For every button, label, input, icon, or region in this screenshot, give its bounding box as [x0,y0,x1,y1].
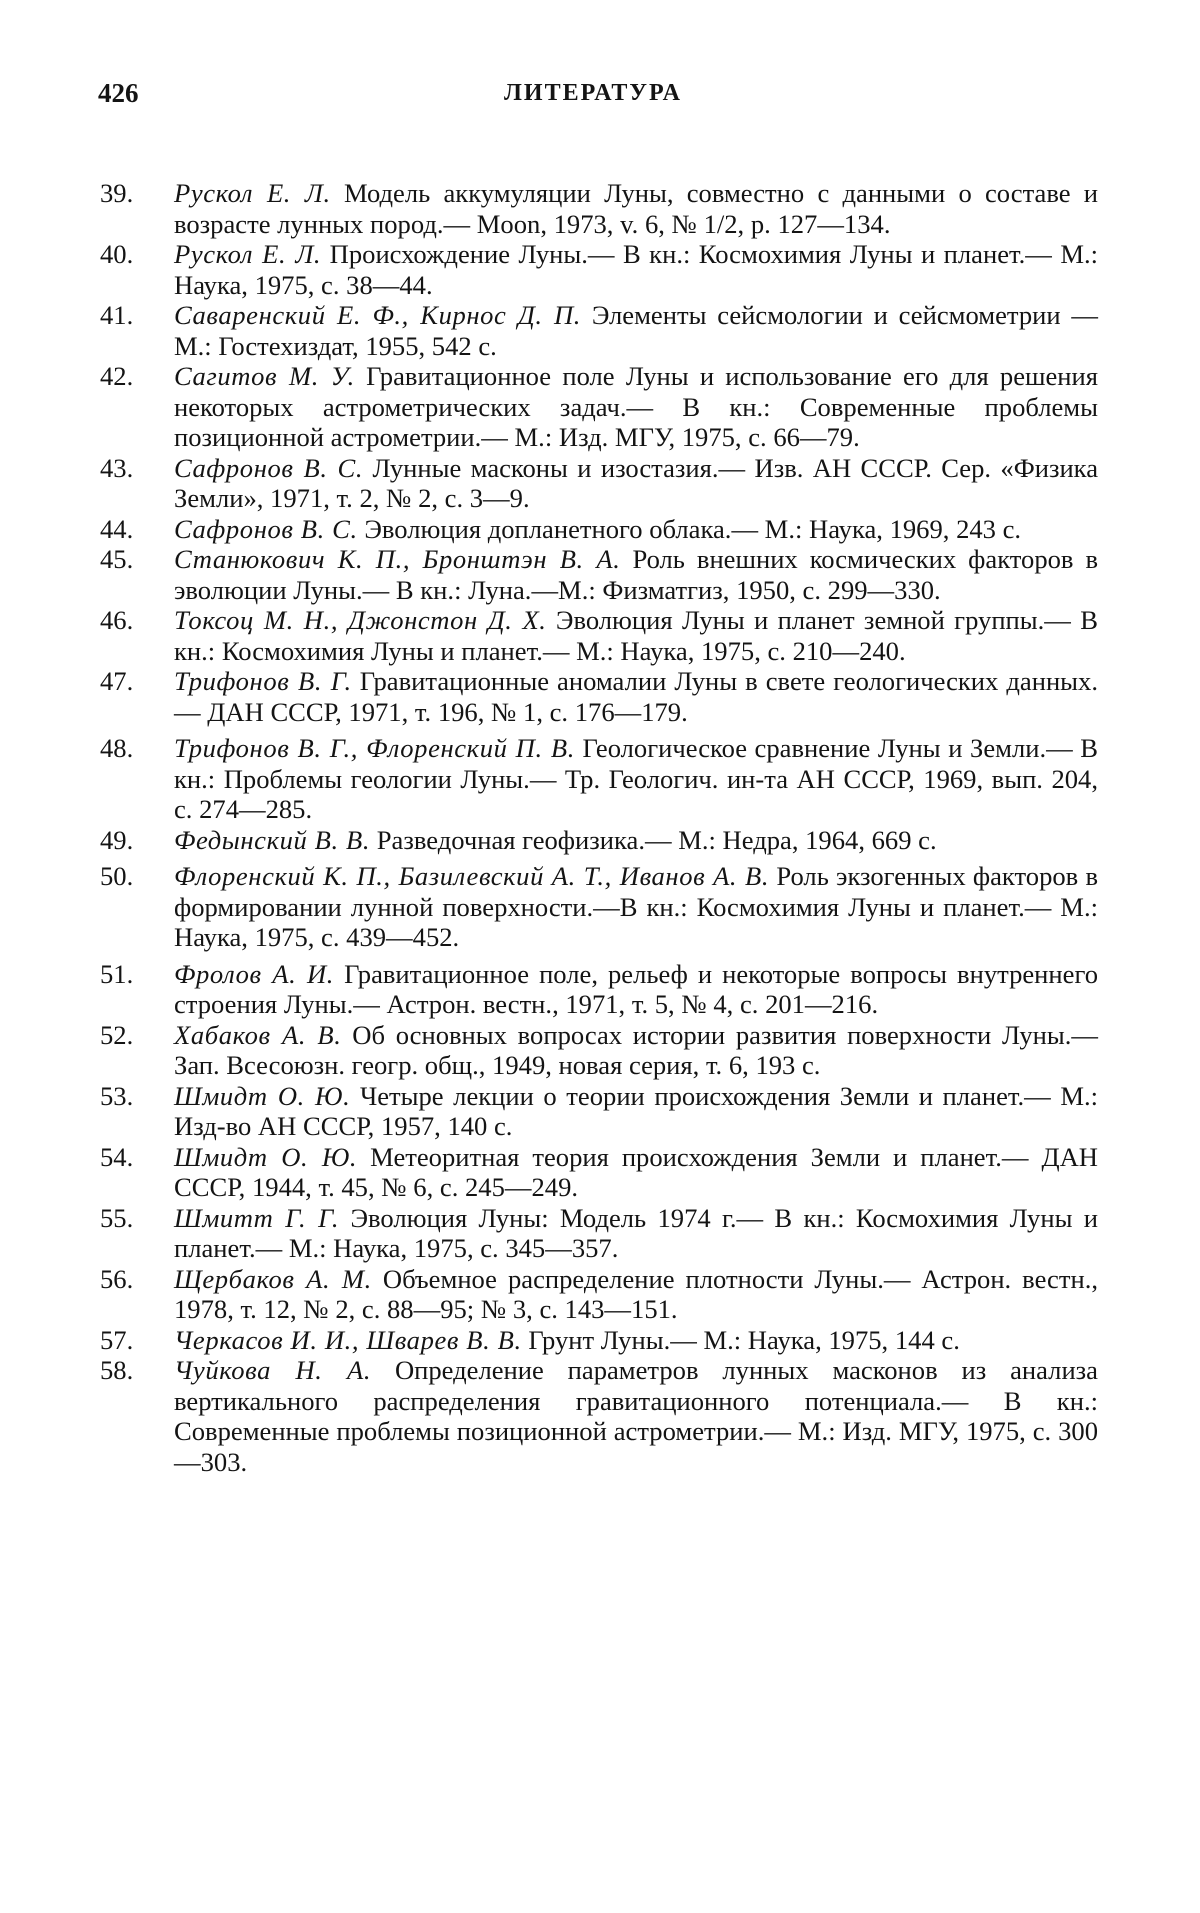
reference-text: Модель аккумуляции Луны, совместно с данными о составе и возрасте лунных пород.— Moon, 1973, v. 6, № 1/2, p. 127—134. [174,178,1098,239]
reference-authors: Фролов А. И. [174,958,335,989]
reference-text: Гравитационное поле, рельеф и некоторые вопросы внутреннего строения Луны.— Астрон. вестн., 1971, т. 5, № 4, с. 201—216. [174,958,1098,1019]
reference-text: Эволюция Луны: Модель 1974 г.— В кн.: Космохимия Луны и планет.— М.: Наука, 1975, с. 345—357. [174,1202,1098,1263]
reference-text: Лунные масконы и изостазия.— Изв. АН СССР. Сер. «Физика Земли», 1971, т. 2, № 2, с. 3—9. [174,452,1099,513]
reference-number: 53. [100,1080,134,1111]
reference-number: 55. [100,1202,134,1233]
reference-number: 39. [100,178,134,208]
reference-item [100,959,1098,1020]
reference-item [100,1081,1098,1142]
reference-item [100,1142,1098,1203]
reference-authors: Трифонов В. Г. [174,666,352,696]
reference-item [100,1020,1098,1081]
reference-item [100,1355,1098,1477]
reference-authors: Шмидт О. Ю. [174,1080,351,1111]
reference-text: Элементы сейсмологии и сейсмометрии — М.: Гостехиздат, 1955, 542 с. [174,300,1098,361]
reference-item [100,825,1098,856]
reference-number: 47. [100,666,134,696]
reference-authors: Сафронов В. С. [174,452,364,483]
reference-text: Гравитационное поле Луны и использование его для решения некоторых астрометрических задач.— В кн.: Современные проблемы позиционной астрометрии.— М.: Изд. МГУ, 1975, с. 66—79. [174,361,1098,452]
reference-item [100,861,1098,953]
reference-item [100,1325,1098,1356]
reference-list [100,178,1098,1477]
reference-item [100,453,1098,514]
reference-text: Эволюция допланетного облака.— М.: Наука, 1969, 243 с. [364,513,1022,544]
reference-item [100,361,1098,453]
reference-number: 56. [100,1263,134,1294]
reference-number: 52. [100,1019,134,1050]
reference-text: Геологическое сравнение Луны и Земли.— В кн.: Проблемы геологии Луны.— Тр. Геологич. ин-та АН СССР, 1969, вып. 204, с. 274—285. [174,733,1098,824]
reference-number: 51. [100,958,134,989]
reference-authors: Токсоц М. Н., Джонстон Д. Х. [174,605,547,635]
reference-text: Об основных вопросах истории развития поверхности Луны.— Зап. Всесоюзн. геогр. общ., 1949, новая серия, т. 6, 193 с. [174,1019,1098,1080]
reference-text: Гравитационные аномалии Луны в свете геологических данных.— ДАН СССР, 1971, т. 196, № 1, с. 176—179. [174,666,1098,727]
reference-text: Определение параметров лунных масконов из анализа вертикального распределения гравитационного потенциала.— В кн.: Современные проблемы позиционной астрометрии.— М.: Изд. МГУ, 1975, с. 300—303. [174,1355,1098,1477]
reference-number: 40. [100,239,134,269]
reference-number: 41. [100,300,134,330]
reference-authors: Саваренский Е. Ф., Кирнос Д. П. [174,300,582,330]
reference-text: Объемное распределение плотности Луны.— Астрон. вестн., 1978, т. 12, № 2, с. 88—95; № 3, с. 143—151. [174,1263,1099,1324]
reference-authors: Рускол Е. Л. [174,178,331,208]
reference-item [100,1264,1098,1325]
reference-authors: Станюкович К. П., Бронштэн В. А. [174,544,621,574]
reference-item [100,544,1098,605]
reference-text: Метеоритная теория происхождения Земли и планет.— ДАН СССР, 1944, т. 45, № 6, с. 245—249. [174,1141,1098,1202]
page-header [98,78,1088,114]
reference-text: Разведочная геофизика.— М.: Недра, 1964, 669 с. [376,824,937,855]
reference-text: Роль внешних космических факторов в эволюции Луны.— В кн.: Луна.—М.: Физматгиз, 1950, с. 299—330. [174,544,1099,605]
reference-item [100,605,1098,666]
reference-authors: Рускол Е. Л. [174,239,322,269]
reference-item [100,514,1098,545]
reference-authors: Черкасов И. И., Шварев В. В. [174,1324,522,1355]
reference-authors: Трифонов В. Г., Флоренский П. В. [174,733,575,763]
reference-item [100,1203,1098,1264]
reference-text: Происхождение Луны.— В кн.: Космохимия Луны и планет.— М.: Наука, 1975, с. 38—44. [174,239,1099,300]
reference-authors: Сафронов В. С. [174,513,358,544]
reference-item [100,239,1098,300]
reference-number: 54. [100,1141,134,1172]
page-number: 426 [98,78,139,108]
reference-authors: Шмидт О. Ю. [174,1141,358,1172]
reference-number: 48. [100,733,134,763]
reference-text: Роль экзогенных факторов в формировании лунной поверхности.—В кн.: Космохимия Луны и планет.— М.: Наука, 1975, с. 439—452. [174,861,1098,952]
reference-authors: Флоренский К. П., Базилевский А. Т., Иванов А. В. [174,861,770,891]
reference-number: 58. [100,1355,134,1385]
reference-number: 43. [100,452,134,483]
running-title: ЛИТЕРАТУРА [504,80,682,106]
reference-authors: Сагитов М. У. [174,361,355,391]
reference-item [100,300,1098,361]
reference-authors: Хабаков А. В. [174,1019,342,1050]
reference-item [100,733,1098,825]
reference-authors: Шмитт Г. Г. [174,1202,340,1233]
reference-number: 44. [100,513,134,544]
reference-number: 49. [100,824,134,855]
reference-number: 42. [100,361,134,391]
reference-number: 45. [100,544,134,574]
reference-item [100,178,1098,239]
reference-text: Грунт Луны.— М.: Наука, 1975, 144 с. [528,1324,960,1355]
reference-item [100,666,1098,727]
reference-number: 46. [100,605,134,635]
reference-authors: Чуйкова Н. А. [174,1355,372,1385]
reference-authors: Щербаков А. М. [174,1263,372,1294]
reference-number: 50. [100,861,134,891]
reference-authors: Федынский В. В. [174,824,371,855]
reference-text: Эволюция Луны и планет земной группы.— В кн.: Космохимия Луны и планет.— М.: Наука, 1975, с. 210—240. [174,605,1098,666]
reference-number: 57. [100,1324,134,1355]
reference-text: Четыре лекции о теории происхождения Земли и планет.— М.: Изд-во АН СССР, 1957, 140 с. [174,1080,1099,1141]
